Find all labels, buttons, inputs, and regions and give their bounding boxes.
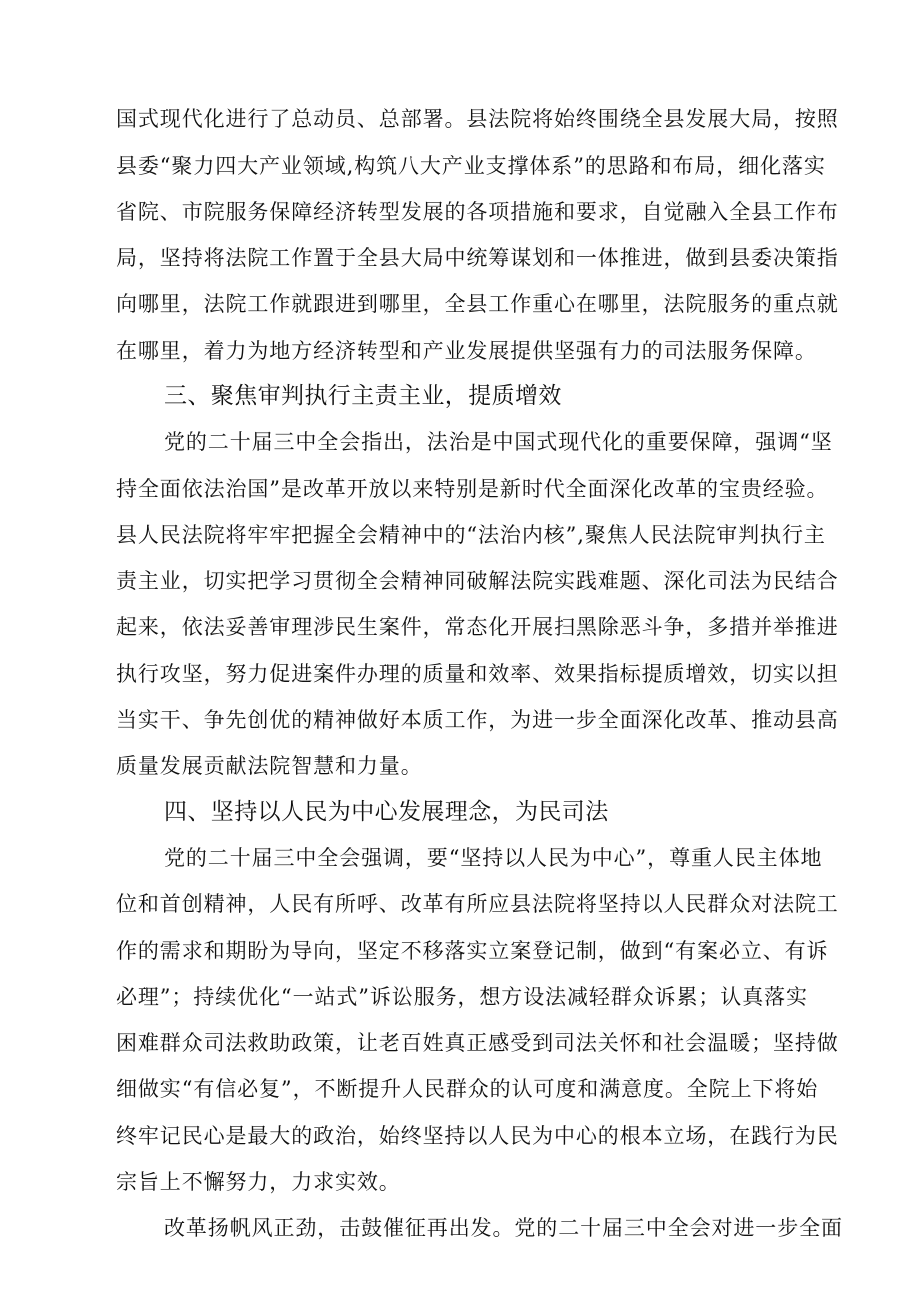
paragraph-line: 党的二十届三中全会指出，法治是中国式现代化的重要保障，强调“坚 — [164, 430, 833, 454]
paragraph-line: 局，坚持将法院工作置于全县大局中统筹谋划和一体推进，做到县委决策指 — [116, 246, 839, 270]
paragraph-line: 责主业，切实把学习贯彻全会精神同破解法院实践难题、深化司法为民结合 — [116, 569, 839, 593]
paragraph-line: 起来，依法妥善审理涉民生案件，常态化开展扫黑除恶斗争，多措并举推进 — [116, 615, 839, 639]
paragraph-line: 国式现代化进行了总动员、总部署。县法院将始终围绕全县发展大局，按照 — [116, 107, 839, 131]
paragraph-line: 党的二十届三中全会强调，要“坚持以人民为中心”，尊重人民主体地 — [164, 846, 823, 870]
section-heading-three: 三、聚焦审判执行主责主业，提质增效 — [164, 383, 562, 409]
paragraph-line: 宗旨上不懈努力，力求实效。 — [116, 1170, 401, 1194]
paragraph-line: 向哪里，法院工作就跟进到哪里，全县工作重心在哪里，法院服务的重点就 — [116, 292, 839, 316]
paragraph-line: 当实干、争先创优的精神做好本质工作，为进一步全面深化改革、推动县高 — [116, 708, 839, 732]
paragraph-line: 改革扬帆风正劲，击鼓催征再出发。党的二十届三中全会对进一步全面 — [164, 1216, 843, 1240]
paragraph-line: 必理”；持续优化“一站式”诉讼服务，想方设法减轻群众诉累；认真落实 — [116, 985, 808, 1009]
paragraph-line: 持全面依法治国”是改革开放以来特别是新时代全面深化改革的宝贵经验。 — [116, 477, 829, 501]
paragraph-line: 质量发展贡献法院智慧和力量。 — [116, 754, 423, 778]
paragraph-line: 细做实“有信必复”，不断提升人民群众的认可度和满意度。全院上下将始 — [116, 1077, 819, 1101]
paragraph-line: 作的需求和期盼为导向，坚定不移落实立案登记制，做到“有案必立、有诉 — [116, 939, 829, 963]
paragraph-line: 位和首创精神，人民有所呼、改革有所应县法院将坚持以人民群众对法院工 — [116, 892, 839, 916]
paragraph-line: 县人民法院将牢牢把握全会精神中的“法治内核”,聚焦人民法院审判执行主 — [116, 523, 826, 547]
paragraph-line: 执行攻坚，努力促进案件办理的质量和效率、效果指标提质增效，切实以担 — [116, 662, 839, 686]
paragraph-line: 困难群众司法救助政策，让老百姓真正感受到司法关怀和社会温暖；坚持做 — [116, 1031, 839, 1055]
paragraph-line: 省院、市院服务保障经济转型发展的各项措施和要求，自觉融入全县工作布 — [116, 200, 839, 224]
paragraph-line: 在哪里，着力为地方经济转型和产业发展提供坚强有力的司法服务保障。 — [116, 339, 817, 363]
section-heading-four: 四、坚持以人民为中心发展理念，为民司法 — [164, 799, 609, 825]
paragraph-line: 县委“聚力四大产业领域,构筑八大产业支撑体系”的思路和布局，细化落实 — [116, 154, 826, 178]
paragraph-line: 终牢记民心是最大的政治，始终坚持以人民为中心的根本立场，在践行为民 — [116, 1124, 839, 1148]
